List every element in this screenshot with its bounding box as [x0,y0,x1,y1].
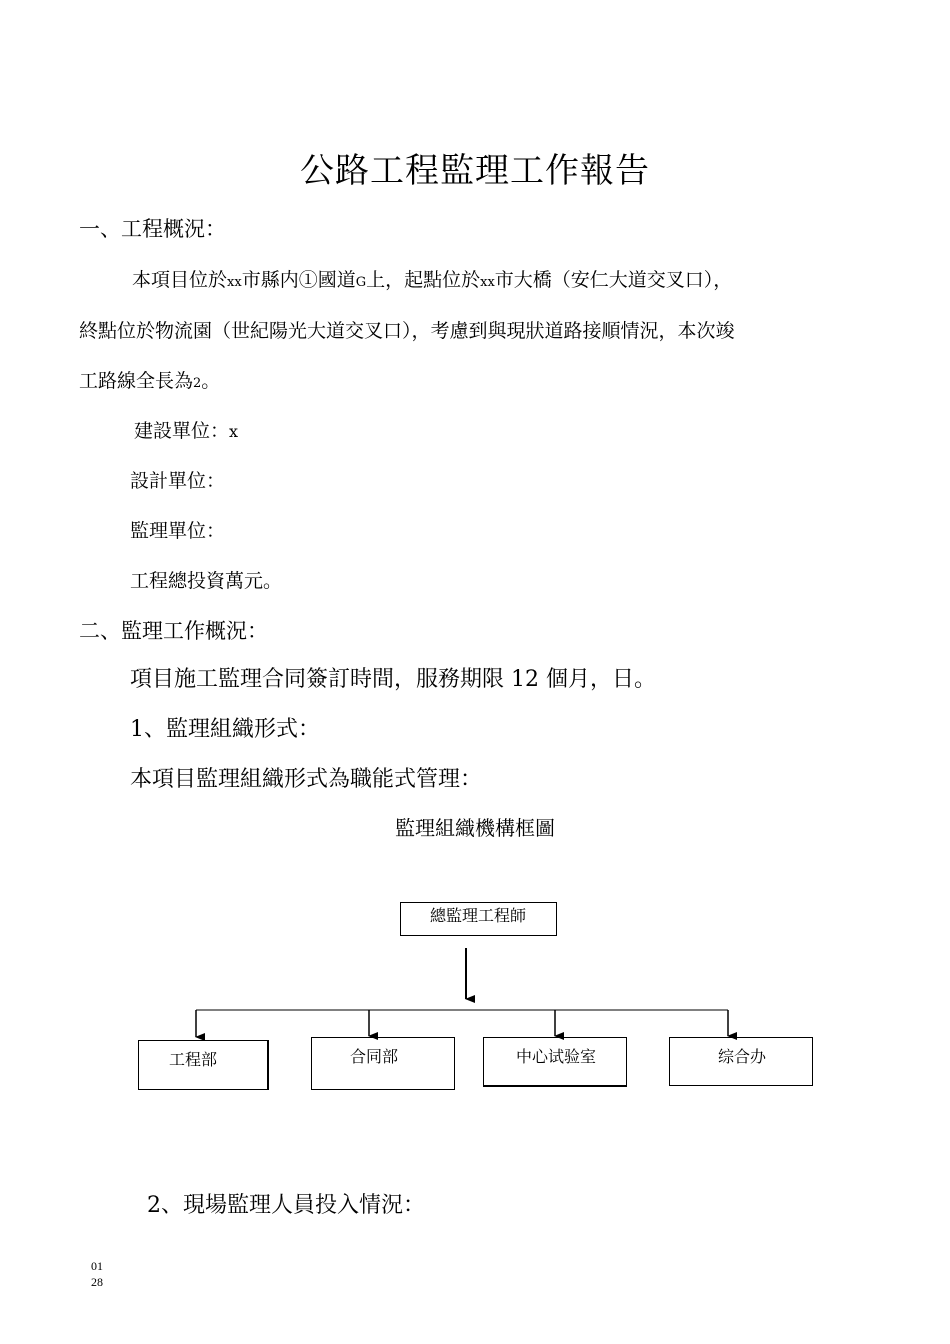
road-code: G [355,275,367,290]
project-location-line2: 終點位於物流園（世紀陽光大道交叉口），考慮到與現狀道路接順情況，本次竣 [79,320,735,342]
lab-dept-label: 中心试验室 [515,1047,597,1066]
supervision-unit: 監理單位： [130,520,226,542]
subheading-org-form: 1、監理組織形式： [130,717,320,742]
contract-info: 項目施工監理合同簽訂時間，服務期限 12 個月，日。 [130,667,656,692]
engineering-dept-label: 工程部 [168,1050,218,1069]
route-length: 2 [193,376,202,391]
placeholder-xx: xx [227,275,242,290]
text: 。 [201,370,221,392]
total-investment: 工程總投資萬元。 [130,570,283,592]
section1-heading: 一、工程概況： [79,217,226,241]
page-number-line1: 01 [91,1259,103,1273]
chart-caption: 監理組織機構框圖 [395,816,555,840]
build-unit-label: 建設單位： [134,420,230,442]
admin-dept-label: 综合办 [717,1047,767,1066]
design-unit: 設計單位： [130,470,226,492]
text: 上，起點位於 [366,269,481,291]
page-title: 公路工程監理工作報告 [300,151,650,191]
text: 工路線全長為 [79,370,194,392]
contract-dept-label: 合同部 [349,1047,399,1066]
subheading-onsite-staff: 2、現場監理人員投入情況： [147,1193,425,1218]
text: 本項目位於 [132,269,228,291]
org-description: 本項目監理組織形式為職能式管理： [130,767,483,792]
chief-engineer-label: 總監理工程師 [429,906,527,925]
build-unit-value: x [229,422,239,441]
placeholder-xx: xx [480,275,495,290]
text: 市大橋（安仁大道交叉口）， [494,269,733,291]
text: 市縣内①國道 [241,269,356,291]
page-number-line2: 28 [91,1275,103,1289]
section2-heading: 二、監理工作概況： [79,619,268,643]
